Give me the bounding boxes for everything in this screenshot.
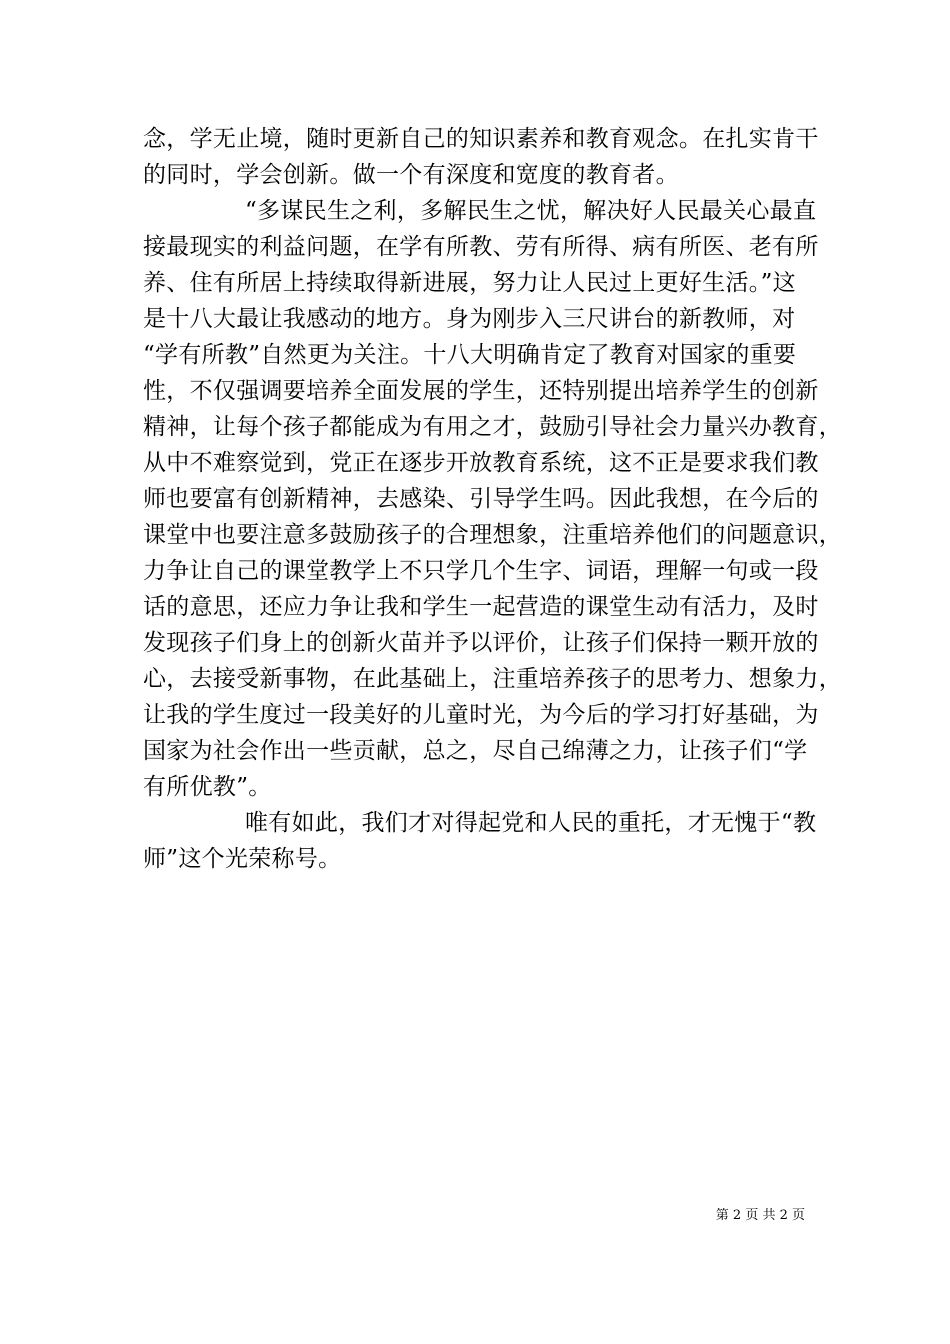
text-line-16: 心，去接受新事物，在此基础上，注重培养孩子的思考力、想象力， <box>143 666 842 692</box>
text-line-2: 的同时，学会创新。做一个有深度和宽度的教育者。 <box>143 162 679 188</box>
text-line-6: 是十八大最让我感动的地方。身为刚步入三尺讲台的新教师，对 <box>143 306 796 332</box>
text-line-9: 精神，让每个孩子都能成为有用之才，鼓励引导社会力量兴办教育， <box>143 414 842 440</box>
page-number: 第 2 页 共 2 页 <box>715 1208 805 1223</box>
text-line-19: 有所优教”。 <box>143 774 272 800</box>
text-line-15: 发现孩子们身上的创新火苗并予以评价，让孩子们保持一颗开放的 <box>143 630 819 656</box>
text-line-10: 从中不难察觉到，党正在逐步开放教育系统，这不正是要求我们教 <box>143 450 819 476</box>
text-line-4: 接最现实的利益问题，在学有所教、劳有所得、病有所医、老有所 <box>143 234 819 260</box>
text-line-3: “多谋民生之利，多解民生之忧，解决好人民最关心最直 <box>245 198 817 224</box>
text-line-5: 养、住有所居上持续取得新进展，努力让人民过上更好生活。”这 <box>143 270 796 296</box>
text-line-21: 师”这个光荣称号。 <box>143 846 342 872</box>
text-line-7: “学有所教”自然更为关注。十八大明确肯定了教育对国家的重要 <box>143 342 797 368</box>
text-line-12: 课堂中也要注意多鼓励孩子的合理想象，注重培养他们的问题意识， <box>143 522 842 548</box>
text-line-14: 话的意思，还应力争让我和学生一起营造的课堂生动有活力，及时 <box>143 594 819 620</box>
text-line-13: 力争让自己的课堂教学上不只学几个生字、词语，理解一句或一段 <box>143 558 819 584</box>
text-line-8: 性，不仅强调要培养全面发展的学生，还特别提出培养学生的创新 <box>143 378 819 404</box>
text-line-20: 唯有如此，我们才对得起党和人民的重托，才无愧于“教 <box>245 810 817 836</box>
text-line-11: 师也要富有创新精神，去感染、引导学生吗。因此我想，在今后的 <box>143 486 819 512</box>
text-line-18: 国家为社会作出一些贡献，总之，尽自己绵薄之力，让孩子们“学 <box>143 738 808 764</box>
text-line-1: 念，学无止境，随时更新自己的知识素养和教育观念。在扎实肯干 <box>143 126 819 152</box>
text-line-17: 让我的学生度过一段美好的儿童时光，为今后的学习打好基础，为 <box>143 702 819 728</box>
